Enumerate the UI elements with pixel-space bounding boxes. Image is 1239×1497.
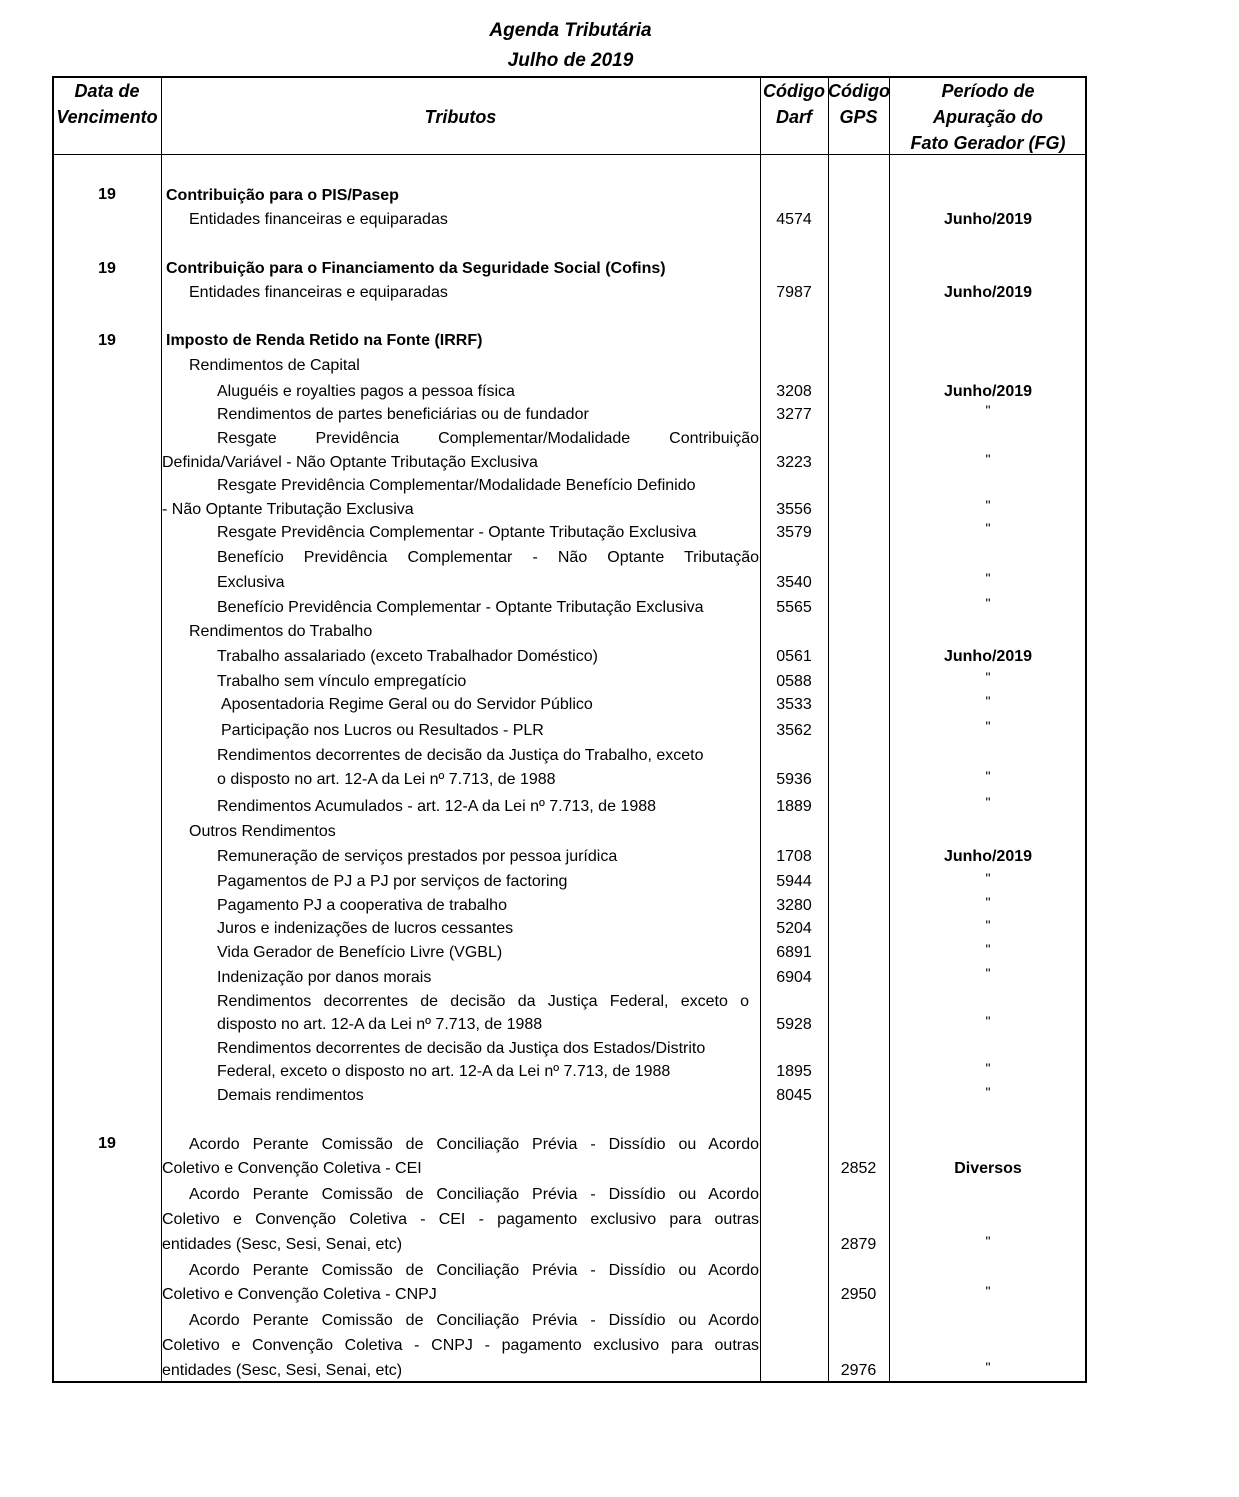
- darf-code: 3208: [776, 383, 812, 400]
- tax-item-continuation: Coletivo e Convenção Coletiva - CEI: [162, 1160, 422, 1177]
- period-ditto-mark: ": [985, 570, 991, 586]
- tax-item-continuation: entidades (Sesc, Sesi, Senai, etc): [162, 1362, 403, 1379]
- darf-code: 5944: [776, 873, 812, 890]
- column-divider: [161, 76, 162, 1383]
- tax-subgroup: Rendimentos de Capital: [189, 357, 360, 374]
- tax-item: Benefício Previdência Complementar - Optante Tributação Exclusiva: [217, 599, 704, 616]
- tax-item: Aposentadoria Regime Geral ou do Servidor Público: [221, 696, 593, 713]
- tax-heading: Contribuição para o Financiamento da Seguridade Social (Cofins): [166, 260, 666, 277]
- darf-code: 1708: [776, 848, 812, 865]
- period-ditto-mark: ": [985, 1060, 991, 1076]
- tax-item-continuation: Federal, exceto o disposto no art. 12-A da Lei nº 7.713, de 1988: [217, 1063, 671, 1080]
- tax-item: Juros e indenizações de lucros cessantes: [217, 920, 514, 937]
- period-ditto-mark: ": [985, 1359, 991, 1375]
- darf-code: 5936: [776, 771, 812, 788]
- header-periodo-apuracao: Período de Apuração do Fato Gerador (FG): [910, 81, 1066, 153]
- gps-code: 2976: [840, 1362, 877, 1379]
- period-ditto-mark: ": [985, 768, 991, 784]
- header-due-date: Data de Vencimento: [56, 81, 158, 127]
- period-ditto-mark: ": [985, 917, 991, 933]
- period-ditto-mark: ": [985, 870, 991, 886]
- darf-code: 3579: [776, 524, 812, 541]
- period-ditto-mark: ": [985, 1013, 991, 1029]
- period-ditto-mark: ": [985, 1283, 991, 1299]
- period-ditto-mark: ": [985, 941, 991, 957]
- tax-item: Rendimentos de partes beneficiárias ou de fundador: [217, 406, 589, 423]
- due-date: 19: [98, 332, 116, 349]
- darf-code: 0561: [776, 648, 812, 665]
- tax-item: Trabalho sem vínculo empregatício: [217, 673, 467, 690]
- period-ditto-mark: ": [985, 1084, 991, 1100]
- tax-item: Entidades financeiras e equiparadas: [189, 211, 448, 228]
- period-ditto-mark: ": [985, 402, 991, 418]
- period-ditto-mark: ": [985, 595, 991, 611]
- darf-code: 1889: [776, 798, 812, 815]
- tax-item-continuation: Coletivo e Convenção Coletiva - CEI - pagamento exclusivo para outras: [162, 1211, 759, 1228]
- due-date: 19: [98, 1135, 116, 1152]
- period-value: Junho/2019: [943, 211, 1033, 228]
- gps-code: 2879: [840, 1236, 877, 1253]
- darf-code: 3223: [776, 454, 812, 471]
- period-value: Junho/2019: [943, 383, 1033, 400]
- darf-code: 5565: [776, 599, 812, 616]
- tax-item: Rendimentos decorrentes de decisão da Justiça dos Estados/Distrito: [217, 1040, 706, 1057]
- darf-code: 3277: [776, 406, 812, 423]
- tax-item: Acordo Perante Comissão de Conciliação Prévia - Dissídio ou Acordo: [189, 1312, 759, 1329]
- tax-item: Resgate Previdência Complementar - Optante Tributação Exclusiva: [217, 524, 697, 541]
- tax-item: Resgate Previdência Complementar/Modalidade Contribuição: [217, 430, 759, 447]
- darf-code: 1895: [776, 1063, 812, 1080]
- darf-code: 8045: [776, 1087, 812, 1104]
- tax-heading: Contribuição para o PIS/Pasep: [166, 187, 399, 204]
- header-codigo-gps: Código GPS: [828, 81, 890, 127]
- tax-item: Benefício Previdência Complementar - Não Optante Tributação: [217, 549, 759, 566]
- tax-subgroup: Outros Rendimentos: [189, 823, 336, 840]
- period-value: Diversos: [954, 1160, 1022, 1177]
- tax-item: Aluguéis e royalties pagos a pessoa física: [217, 383, 515, 400]
- tax-item: Remuneração de serviços prestados por pessoa jurídica: [217, 848, 618, 865]
- period-ditto-mark: ": [985, 451, 991, 467]
- darf-code: 6891: [776, 944, 812, 961]
- tax-item-continuation: - Não Optante Tributação Exclusiva: [162, 501, 414, 518]
- darf-code: 7987: [776, 284, 812, 301]
- darf-code: 3562: [776, 722, 812, 739]
- tax-item: Resgate Previdência Complementar/Modalidade Benefício Definido: [217, 477, 696, 494]
- darf-code: 3533: [776, 696, 812, 713]
- document-title: Agenda Tributária: [489, 20, 652, 41]
- period-ditto-mark: ": [985, 794, 991, 810]
- darf-code: 0588: [776, 673, 812, 690]
- period-value: Junho/2019: [943, 848, 1033, 865]
- tax-item: Indenização por danos morais: [217, 969, 432, 986]
- tax-item: Acordo Perante Comissão de Conciliação Prévia - Dissídio ou Acordo: [189, 1186, 759, 1203]
- due-date: 19: [98, 260, 116, 277]
- tax-item-continuation: Coletivo e Convenção Coletiva - CNPJ - pagamento exclusivo para outras: [162, 1337, 759, 1354]
- darf-code: 4574: [776, 211, 812, 228]
- due-date: 19: [98, 186, 116, 203]
- darf-code: 3280: [776, 897, 812, 914]
- period-ditto-mark: ": [985, 965, 991, 981]
- tax-subgroup: Rendimentos do Trabalho: [189, 623, 373, 640]
- gps-code: 2852: [840, 1160, 877, 1177]
- column-divider: [828, 76, 829, 1383]
- tax-heading: Imposto de Renda Retido na Fonte (IRRF): [166, 332, 483, 349]
- period-ditto-mark: ": [985, 1233, 991, 1249]
- tax-item-continuation: Exclusiva: [217, 574, 285, 591]
- period-ditto-mark: ": [985, 693, 991, 709]
- tax-item: Participação nos Lucros ou Resultados - PLR: [221, 722, 544, 739]
- tax-item: Demais rendimentos: [217, 1087, 364, 1104]
- period-value: Junho/2019: [943, 284, 1033, 301]
- period-value: Junho/2019: [943, 648, 1033, 665]
- darf-code: 3540: [776, 574, 812, 591]
- period-ditto-mark: ": [985, 894, 991, 910]
- tax-item: Rendimentos decorrentes de decisão da Justiça do Trabalho, exceto: [217, 747, 704, 764]
- darf-code: 6904: [776, 969, 812, 986]
- header-tributos: Tributos: [424, 107, 497, 127]
- period-ditto-mark: ": [985, 497, 991, 513]
- document-subtitle: Julho de 2019: [507, 50, 634, 71]
- tax-item: Rendimentos Acumulados - art. 12-A da Lei nº 7.713, de 1988: [217, 798, 657, 815]
- period-ditto-mark: ": [985, 520, 991, 536]
- header-codigo-darf: Código Darf: [763, 81, 825, 127]
- tax-item: Pagamentos de PJ a PJ por serviços de factoring: [217, 873, 568, 890]
- tax-item: Acordo Perante Comissão de Conciliação Prévia - Dissídio ou Acordo: [189, 1136, 759, 1153]
- tax-item: Rendimentos decorrentes de decisão da Justiça Federal, exceto o: [217, 993, 749, 1010]
- darf-code: 5204: [776, 920, 812, 937]
- tax-item: Pagamento PJ a cooperativa de trabalho: [217, 897, 507, 914]
- tax-item: Acordo Perante Comissão de Conciliação Prévia - Dissídio ou Acordo: [189, 1262, 759, 1279]
- tax-item-continuation: Coletivo e Convenção Coletiva - CNPJ: [162, 1286, 437, 1303]
- darf-code: 5928: [776, 1016, 812, 1033]
- tax-item-continuation: disposto no art. 12-A da Lei nº 7.713, de 1988: [217, 1016, 543, 1033]
- tax-item-continuation: o disposto no art. 12-A da Lei nº 7.713, de 1988: [217, 771, 556, 788]
- tax-item: Entidades financeiras e equiparadas: [189, 284, 448, 301]
- tax-item-continuation: Definida/Variável - Não Optante Tributação Exclusiva: [162, 454, 538, 471]
- darf-code: 3556: [776, 501, 812, 518]
- period-ditto-mark: ": [985, 669, 991, 685]
- tax-item-continuation: entidades (Sesc, Sesi, Senai, etc): [162, 1236, 403, 1253]
- gps-code: 2950: [840, 1286, 877, 1303]
- tax-item: Vida Gerador de Benefício Livre (VGBL): [217, 944, 503, 961]
- tax-item: Trabalho assalariado (exceto Trabalhador Doméstico): [217, 648, 598, 665]
- period-ditto-mark: ": [985, 718, 991, 734]
